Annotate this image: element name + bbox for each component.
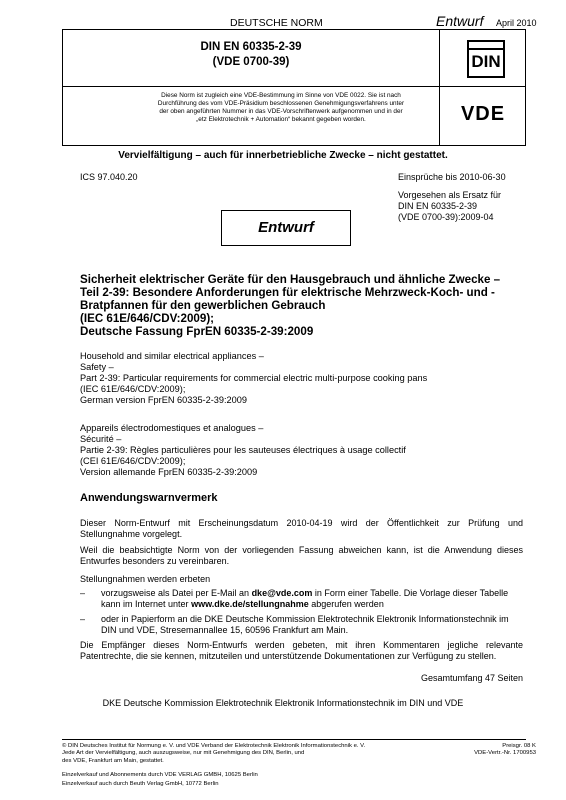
reproduction-notice: Vervielfältigung – auch für innerbetriebliche Zwecke – nicht gestattet.	[118, 150, 448, 161]
frame-divider-horizontal	[63, 86, 525, 87]
standard-number: DIN EN 60335-2-39	[200, 41, 302, 53]
title-english	[80, 351, 520, 406]
vde-number: (VDE 0700-39)	[212, 56, 290, 68]
title-french-line: Partie 2-39: Règles particulières pour les sauteuses électriques à usage collectif	[80, 445, 406, 455]
draft-stamp: Entwurf	[221, 210, 351, 246]
title-german-line: Sicherheit elektrischer Geräte für den Hausgebrauch und ähnliche Zwecke –	[80, 273, 501, 286]
frame-divider-vertical	[439, 30, 440, 145]
list-text: vorzugsweise als Datei per E-Mail an	[101, 588, 252, 598]
list-text: in Form einer Tabelle. Die Vorlage dieser Tabelle kann im Internet unter	[101, 588, 509, 609]
header-frame	[62, 29, 526, 146]
notice-paragraph: Weil die beabsichtigte Norm von der vorliegenden Fassung abweichen kann, ist die Anwendung dieses Entwurfes besonders zu vereinbaren.	[80, 545, 523, 566]
title-french	[80, 423, 520, 478]
vde-sales-number: VDE-Vertr.-Nr. 1700953	[474, 750, 536, 757]
title-english-line: German version FprEN 60335-2-39:2009	[80, 395, 247, 405]
feedback-url-link[interactable]: www.dke.de/stellungnahme	[191, 599, 309, 609]
price-group: Preisgr. 08 K	[502, 743, 536, 749]
ics-code: ICS 97.040.20	[80, 172, 138, 182]
replacement-line: Vorgesehen als Ersatz für	[398, 190, 502, 200]
din-logo	[467, 40, 505, 78]
list-item-text	[101, 588, 521, 610]
list-text: abgerufen werden	[308, 599, 384, 609]
list-dash: –	[80, 614, 86, 624]
sales-line: Einzelverkauf und Abonnements durch VDE VERLAG GMBH, 10625 Berlin	[62, 772, 258, 778]
replacement-note	[398, 190, 501, 223]
comments-intro: Stellungnahmen werden erbeten	[80, 574, 211, 584]
sales-line: Einzelverkauf auch durch Beuth Verlag GmbH, 10772 Berlin	[62, 781, 219, 787]
total-pages: Gesamtumfang 47 Seiten	[420, 673, 523, 683]
title-german	[80, 273, 520, 338]
title-french-line: Version allemande FprEN 60335-2-39:2009	[80, 467, 258, 477]
sales-info	[62, 771, 442, 789]
title-german-line: (IEC 61E/646/CDV:2009);	[80, 312, 215, 325]
title-english-line: Household and similar electrical appliances –	[80, 351, 264, 361]
title-english-line: (IEC 61E/646/CDV:2009);	[80, 384, 186, 394]
title-german-line: Teil 2-39: Besondere Anforderungen für elektrische Mehrzweck-Koch- und -	[80, 286, 495, 299]
title-german-line: Deutsche Fassung FprEN 60335-2-39:2009	[80, 325, 314, 338]
copyright-line: des VDE, Frankfurt am Main, gestattet.	[62, 757, 164, 764]
din-logo-bar	[469, 48, 503, 50]
din-logo-text: DIN	[471, 52, 501, 71]
draft-status: Entwurf	[436, 13, 484, 29]
title-english-line: Safety –	[80, 362, 114, 372]
vde-logo: VDE	[460, 103, 506, 125]
copyright-line: Jede Art der Vervielfältigung, auch auszugsweise, nur mit Genehmigung des DIN, Berlin, und	[62, 750, 305, 757]
document-type: DEUTSCHE NORM	[230, 17, 323, 29]
title-french-line: Appareils électrodomestiques et analogues –	[80, 423, 264, 433]
email-link[interactable]: dke@vde.com	[251, 588, 313, 598]
committee-line: DKE Deutsche Kommission Elektrotechnik Elektronik Informationstechnik im DIN und VDE	[102, 698, 464, 708]
list-dash: –	[80, 588, 86, 598]
notice-paragraph: Die Empfänger dieses Norm-Entwurfs werden gebeten, mit ihren Kommentaren jegliche relevante Patentrechte, die sie kennen, mitzuteilen und unterstützende Dokumentationen zur Verfügung zu stellen.	[80, 640, 523, 661]
title-english-line: Part 2-39: Particular requirements for commercial electric multi-purpose cooking pans	[80, 373, 428, 383]
vde-notice-line: der oben angeführten Nummer in das VDE-Vorschriftenwerk aufgenommen und in der	[159, 108, 403, 115]
replacement-line: (VDE 0700-39):2009-04	[398, 212, 494, 222]
objections-deadline: Einsprüche bis 2010-06-30	[398, 172, 506, 182]
title-german-line: Bratpfannen für den gewerblichen Gebrauch	[80, 299, 326, 312]
title-french-line: (CEI 61E/646/CDV:2009);	[80, 456, 186, 466]
issue-date: April 2010	[496, 18, 537, 28]
vde-notice-line: „etz Elektrotechnik + Automation“ bekannt gegeben worden.	[196, 116, 366, 123]
list-item-text: oder in Papierform an die DKE Deutsche Kommission Elektrotechnik Elektronik Informationstechnik im DIN und VDE, Stresemannallee 15, 60596 Frankfurt am Main.	[101, 614, 509, 635]
footer-divider	[62, 739, 526, 740]
application-notice-heading: Anwendungswarnvermerk	[80, 492, 218, 504]
vde-notice	[131, 92, 431, 124]
notice-paragraph: Dieser Norm-Entwurf mit Erscheinungsdatum 2010-04-19 wird der Öffentlichkeit zur Prüfung und Stellungnahme vorgelegt.	[80, 518, 523, 539]
title-french-line: Sécurité –	[80, 434, 122, 444]
vde-notice-line: Diese Norm ist zugleich eine VDE-Bestimmung im Sinne von VDE 0022. Sie ist nach	[161, 92, 401, 99]
copyright-line: © DIN Deutsches Institut für Normung e. V. und VDE Verband der Elektrotechnik Elektronik Informationstechnik e. V.	[62, 743, 366, 749]
vde-notice-line: Durchführung des vom VDE-Präsidium beschlossenen Genehmigungsverfahrens unter	[157, 100, 405, 107]
price-info	[440, 743, 536, 758]
replacement-line: DIN EN 60335-2-39	[398, 201, 478, 211]
copyright-notice	[62, 743, 442, 765]
